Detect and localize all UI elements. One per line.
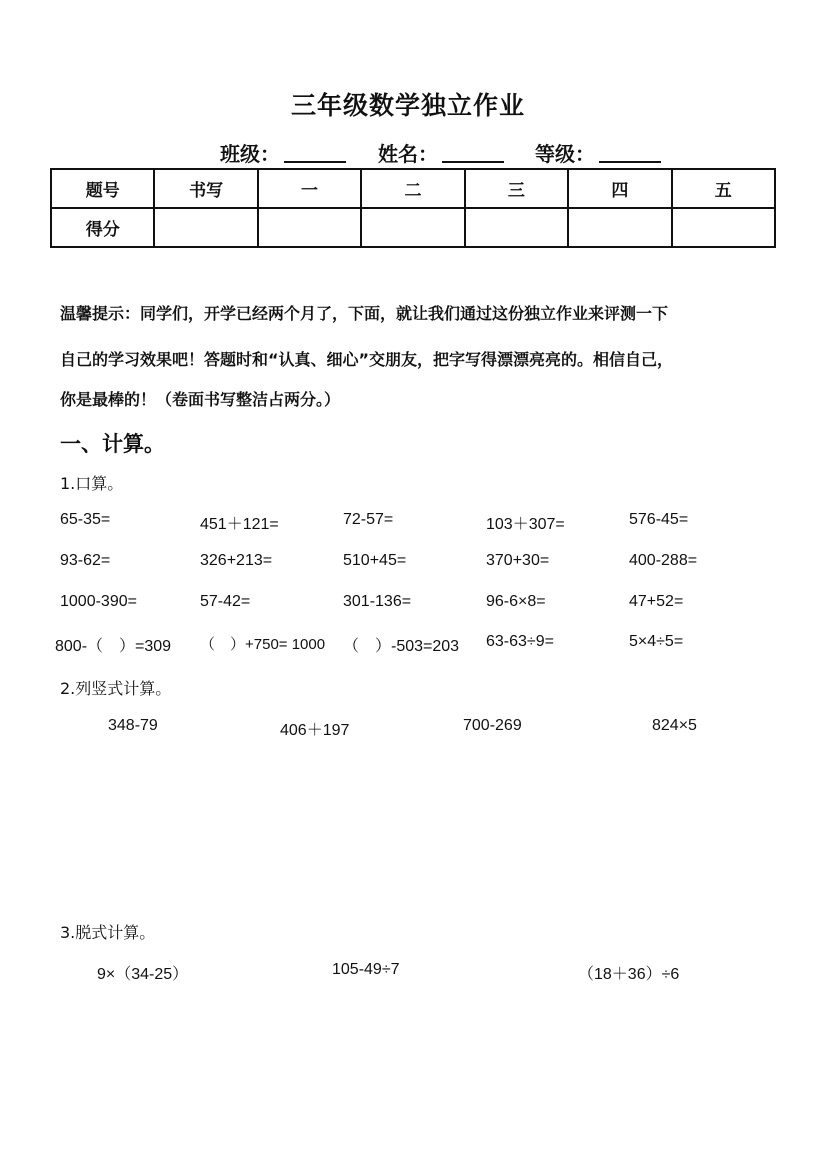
tip-line-2: 自己的学习效果吧！答题时和“认真、细心”交朋友，把字写得漂漂亮亮的。相信自己， <box>60 350 674 369</box>
grade-blank[interactable] <box>599 141 661 163</box>
name-label: 姓名： <box>378 142 438 166</box>
name-blank[interactable] <box>442 141 504 163</box>
oral-question: （ ）-503=203 <box>343 638 460 655</box>
header-cell-3: 三 <box>465 169 568 208</box>
oral-question: 576-45= <box>629 511 689 528</box>
score-row-label: 得分 <box>51 208 154 247</box>
stepwise-question: 9×（34-25） <box>97 966 189 983</box>
oral-question: 72-57= <box>343 511 394 528</box>
score-table-score-row <box>51 208 775 247</box>
header-cell-1: 一 <box>258 169 361 208</box>
class-blank[interactable] <box>284 141 346 163</box>
tip-line-1: 温馨提示：同学们，开学已经两个月了，下面，就让我们通过这份独立作业来评测一下 <box>60 304 669 323</box>
oral-question: 65-35= <box>60 511 111 528</box>
oral-question: （ ）+750= 1000 <box>200 636 326 653</box>
oral-question: 5×4÷5= <box>629 633 684 650</box>
vertical-question: 348-79 <box>108 717 158 734</box>
oral-question: 93-62= <box>60 552 111 569</box>
grade-field <box>535 138 661 167</box>
oral-question: 451＋121= <box>200 516 279 533</box>
oral-question: 47+52= <box>629 593 684 610</box>
score-cell[interactable] <box>361 208 464 247</box>
oral-question: 103＋307= <box>486 516 565 533</box>
score-cell[interactable] <box>568 208 671 247</box>
score-cell[interactable] <box>672 208 775 247</box>
oral-question: 301-136= <box>343 593 412 610</box>
page-title: 三年级数学独立作业 <box>290 91 525 120</box>
oral-question: 400-288= <box>629 552 698 569</box>
oral-question: 370+30= <box>486 552 550 569</box>
score-cell[interactable] <box>154 208 257 247</box>
part-2-title: 2.列竖式计算。 <box>60 679 172 698</box>
part-3-title: 3.脱式计算。 <box>60 923 156 942</box>
grade-label: 等级： <box>535 142 595 166</box>
oral-question: 1000-390= <box>60 593 137 610</box>
oral-question: 96-6×8= <box>486 593 546 610</box>
part-1-title: 1.口算。 <box>60 474 124 493</box>
section-1-title: 一、计算。 <box>60 432 165 456</box>
class-field <box>220 138 346 167</box>
header-cell-2: 二 <box>361 169 464 208</box>
tip-line-3: 你是最棒的！（卷面书写整洁占两分。） <box>60 390 341 409</box>
vertical-question: 406＋197 <box>280 722 350 739</box>
score-cell[interactable] <box>465 208 568 247</box>
name-field <box>378 138 504 167</box>
class-label: 班级： <box>220 142 280 166</box>
vertical-question: 824×5 <box>652 717 697 734</box>
stepwise-question: （18＋36）÷6 <box>578 966 680 983</box>
header-cell-5: 五 <box>672 169 775 208</box>
header-cell-writing: 书写 <box>154 169 257 208</box>
header-cell-question-no: 题号 <box>51 169 154 208</box>
stepwise-question: 105-49÷7 <box>332 961 400 978</box>
oral-question: 510+45= <box>343 552 407 569</box>
oral-question: 326+213= <box>200 552 273 569</box>
header-cell-4: 四 <box>568 169 671 208</box>
score-cell[interactable] <box>258 208 361 247</box>
oral-question: 800-（ ）=309 <box>55 638 172 655</box>
oral-question: 63-63÷9= <box>486 633 554 650</box>
vertical-question: 700-269 <box>463 717 522 734</box>
oral-question: 57-42= <box>200 593 251 610</box>
score-table <box>50 168 776 248</box>
score-table-header-row <box>51 169 775 208</box>
